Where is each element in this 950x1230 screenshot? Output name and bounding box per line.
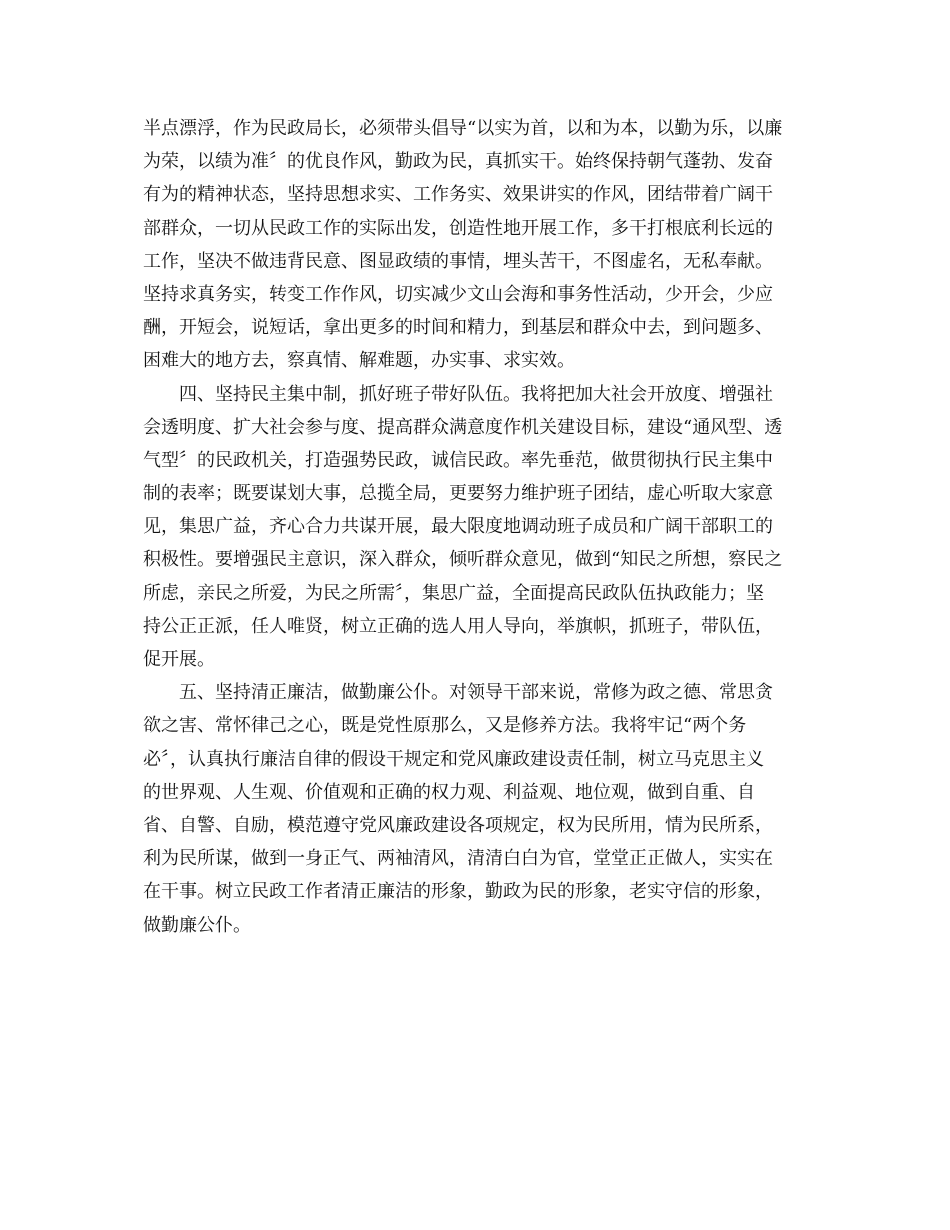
text-line: 欲之害、常怀律己之心，既是党性原那么，又是修养方法。我将牢记“两个务 [143, 715, 747, 737]
text-line: 困难大的地方去，察真情、解难题，办实事、求实效。 [143, 350, 575, 372]
text-line: 省、自警、自励，模范遵守党风廉政建设各项规定，权为民所用，情为民所系， [143, 814, 773, 836]
text-line: 有为的精神状态，坚持思想求实、工作务实、效果讲实的作风，团结带着广阔干 [143, 184, 773, 206]
text-line: 四、坚持民主集中制，抓好班子带好队伍。我将把加大社会开放度、增强社 [179, 383, 773, 405]
text-line: 气型〞的民政机关，打造强势民政，诚信民政。率先垂范，做贯彻执行民主集中 [143, 449, 773, 471]
text-line: 必〞，认真执行廉洁自律的假设干规定和党风廉政建设责任制，树立马克思主义 [143, 748, 764, 770]
text-line: 部群众，一切从民政工作的实际出发，创造性地开展工作，多干打根底利长远的 [143, 217, 773, 239]
text-line: 为荣，以绩为准〞的优良作风，勤政为民，真抓实干。始终保持朝气蓬勃、发奋 [143, 151, 773, 173]
text-line: 积极性。要增强民主意识，深入群众，倾听群众意见，做到“知民之所想，察民之 [143, 549, 783, 571]
text-line: 做勤廉公仆。 [143, 914, 251, 936]
text-line: 的世界观、人生观、价值观和正确的权力观、利益观、地位观，做到自重、自 [143, 781, 755, 803]
text-line: 五、坚持清正廉洁，做勤廉公仆。对领导干部来说，常修为政之德、常思贪 [179, 682, 773, 704]
text-line: 酬，开短会，说短话，拿出更多的时间和精力，到基层和群众中去，到问题多、 [143, 317, 773, 339]
text-line: 会透明度、扩大社会参与度、提高群众满意度作机关建设目标，建设“通风型、透 [143, 416, 783, 438]
text-line: 所虑，亲民之所爱，为民之所需〞，集思广益，全面提高民政队伍执政能力；坚 [143, 582, 764, 604]
text-line: 利为民所谋，做到一身正气、两袖清风，清清白白为官，堂堂正正做人，实实在 [143, 848, 773, 870]
text-line: 制的表率；既要谋划大事，总揽全局，更要努力维护班子团结，虚心听取大家意 [143, 483, 773, 505]
text-line: 促开展。 [143, 649, 215, 670]
paragraph [143, 378, 823, 677]
text-line: 见，集思广益，齐心合力共谋开展，最大限度地调动班子成员和广阔干部职工的 [143, 516, 773, 538]
document-body [143, 112, 823, 942]
paragraph [143, 112, 823, 378]
text-line: 在干事。树立民政工作者清正廉洁的形象，勤政为民的形象，老实守信的形象， [143, 881, 773, 903]
text-line: 工作，坚决不做违背民意、图显政绩的事情，埋头苦干，不图虚名，无私奉献。 [143, 250, 773, 272]
text-line: 坚持求真务实，转变工作作风，切实减少文山会海和事务性活动，少开会，少应 [143, 283, 773, 305]
text-line: 持公正正派，任人唯贤，树立正确的选人用人导向，举旗帜，抓班子，带队伍， [143, 615, 773, 637]
text-line: 半点漂浮，作为民政局长，必须带头倡导“以实为首，以和为本，以勤为乐，以廉 [143, 118, 783, 139]
paragraph [143, 676, 823, 942]
